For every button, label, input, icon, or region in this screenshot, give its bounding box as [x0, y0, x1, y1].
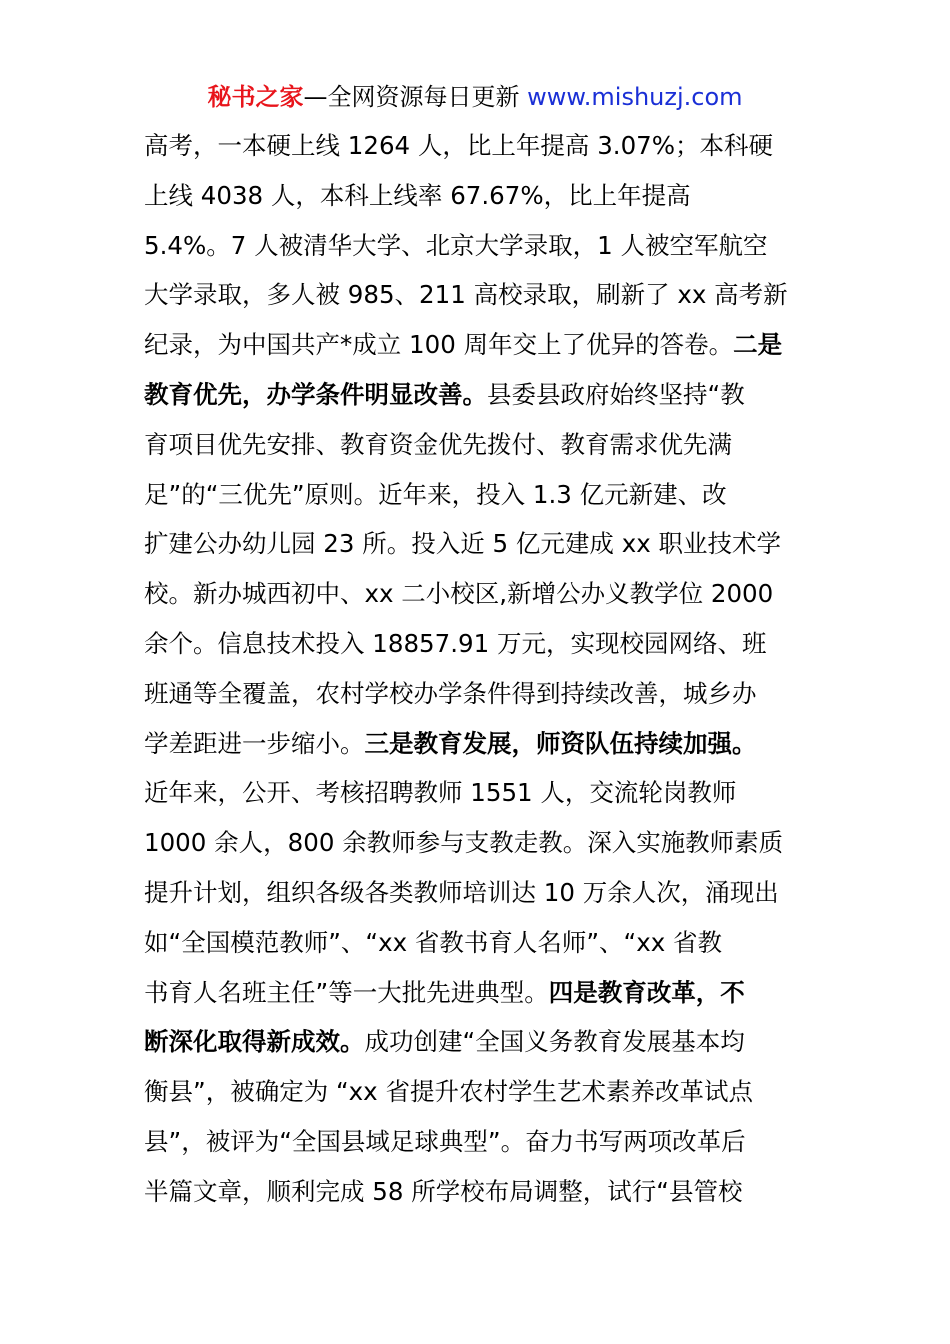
text-line: [144, 320, 824, 370]
text-line: [144, 719, 824, 769]
text-line: [144, 768, 824, 818]
text-line: [144, 918, 824, 968]
site-header: [0, 80, 950, 114]
body-text-segment: 余个。信息技术投入 18857.91 万元，实现校园网络、班: [144, 628, 767, 658]
text-line: [144, 370, 824, 420]
body-text-segment: 班通等全覆盖，农村学校办学条件得到持续改善，城乡办: [144, 678, 757, 708]
body-text-segment: 扩建公办幼儿园 23 所。投入近 5 亿元建成 xx 职业技术学: [144, 529, 781, 559]
brand-name: 秘书之家: [207, 83, 304, 111]
text-line: [144, 1017, 824, 1067]
text-line: [144, 1067, 824, 1117]
body-text-segment: 衡县”，被确定为 “xx 省提升农村学生艺术素养改革试点: [144, 1077, 753, 1107]
text-line: [144, 121, 824, 171]
text-line: [144, 1167, 824, 1217]
bold-heading-text: 三是教育发展，师资队伍持续加强。: [364, 728, 757, 758]
text-line: [144, 519, 824, 569]
bold-heading-text: 教育优先，办学条件明显改善。: [144, 379, 487, 409]
text-line: [144, 619, 824, 669]
body-text-segment: 高考，一本硬上线 1264 人，比上年提高 3.07%；本科硬: [144, 131, 774, 160]
body-text-segment: 半篇文章，顺利完成 58 所学校布局调整，试行“县管校: [144, 1176, 743, 1206]
body-text-segment: 县”，被评为“全国县域足球典型”。奋力书写两项改革后: [144, 1126, 746, 1156]
text-line: [144, 221, 824, 271]
body-text-segment: 近年来，公开、考核招聘教师 1551 人，交流轮岗教师: [144, 778, 737, 808]
bold-heading-text: 二是: [733, 330, 783, 360]
text-line: [144, 868, 824, 918]
body-text-segment: 大学录取，多人被 985、211 高校录取，刷新了 xx 高考新: [144, 280, 788, 310]
body-text-segment: 书育人名班主任”等一大批先进典型。: [144, 977, 549, 1007]
text-line: [144, 420, 824, 470]
document-body: [144, 121, 824, 1217]
body-text-segment: 学差距进一步缩小。: [144, 728, 365, 758]
text-line: [144, 270, 824, 320]
body-text-segment: 县委县政府始终坚持“教: [487, 379, 745, 409]
text-line: [144, 470, 824, 520]
site-url-link[interactable]: www.mishuzj.com: [527, 83, 743, 111]
text-line: [144, 1117, 824, 1167]
body-text-segment: 5.4%。7 人被清华大学、北京大学录取，1 人被空军航空: [144, 230, 768, 260]
body-text-segment: 提升计划，组织各级各类教师培训达 10 万余人次，涌现出: [144, 877, 779, 907]
body-text-segment: 校。新办城西初中、xx 二小校区,新增公办义教学位 2000: [144, 579, 774, 609]
text-line: [144, 669, 824, 719]
bold-heading-text: 断深化取得新成效。: [144, 1027, 365, 1057]
text-line: [144, 569, 824, 619]
text-line: [144, 818, 824, 868]
body-text-segment: 育项目优先安排、教育资金优先拨付、教育需求优先满: [144, 429, 732, 459]
body-text-segment: 上线 4038 人，本科上线率 67.67%，比上年提高: [144, 180, 691, 210]
body-text-segment: 1000 余人，800 余教师参与支教走教。深入实施教师素质: [144, 828, 784, 858]
body-text-segment: 纪录，为中国共产*成立 100 周年交上了优异的答卷。: [144, 330, 734, 360]
bold-heading-text: 四是教育改革，不: [548, 977, 745, 1007]
text-line: [144, 968, 824, 1018]
body-text-segment: 如“全国模范教师”、“xx 省教书育人名师”、“xx 省教: [144, 927, 723, 957]
body-text-segment: 成功创建“全国义务教育发展基本均: [364, 1027, 745, 1057]
body-text-segment: 足”的“三优先”原则。近年来，投入 1.3 亿元新建、改: [144, 479, 727, 509]
text-line: [144, 171, 824, 221]
header-tagline: —全网资源每日更新: [303, 83, 528, 111]
